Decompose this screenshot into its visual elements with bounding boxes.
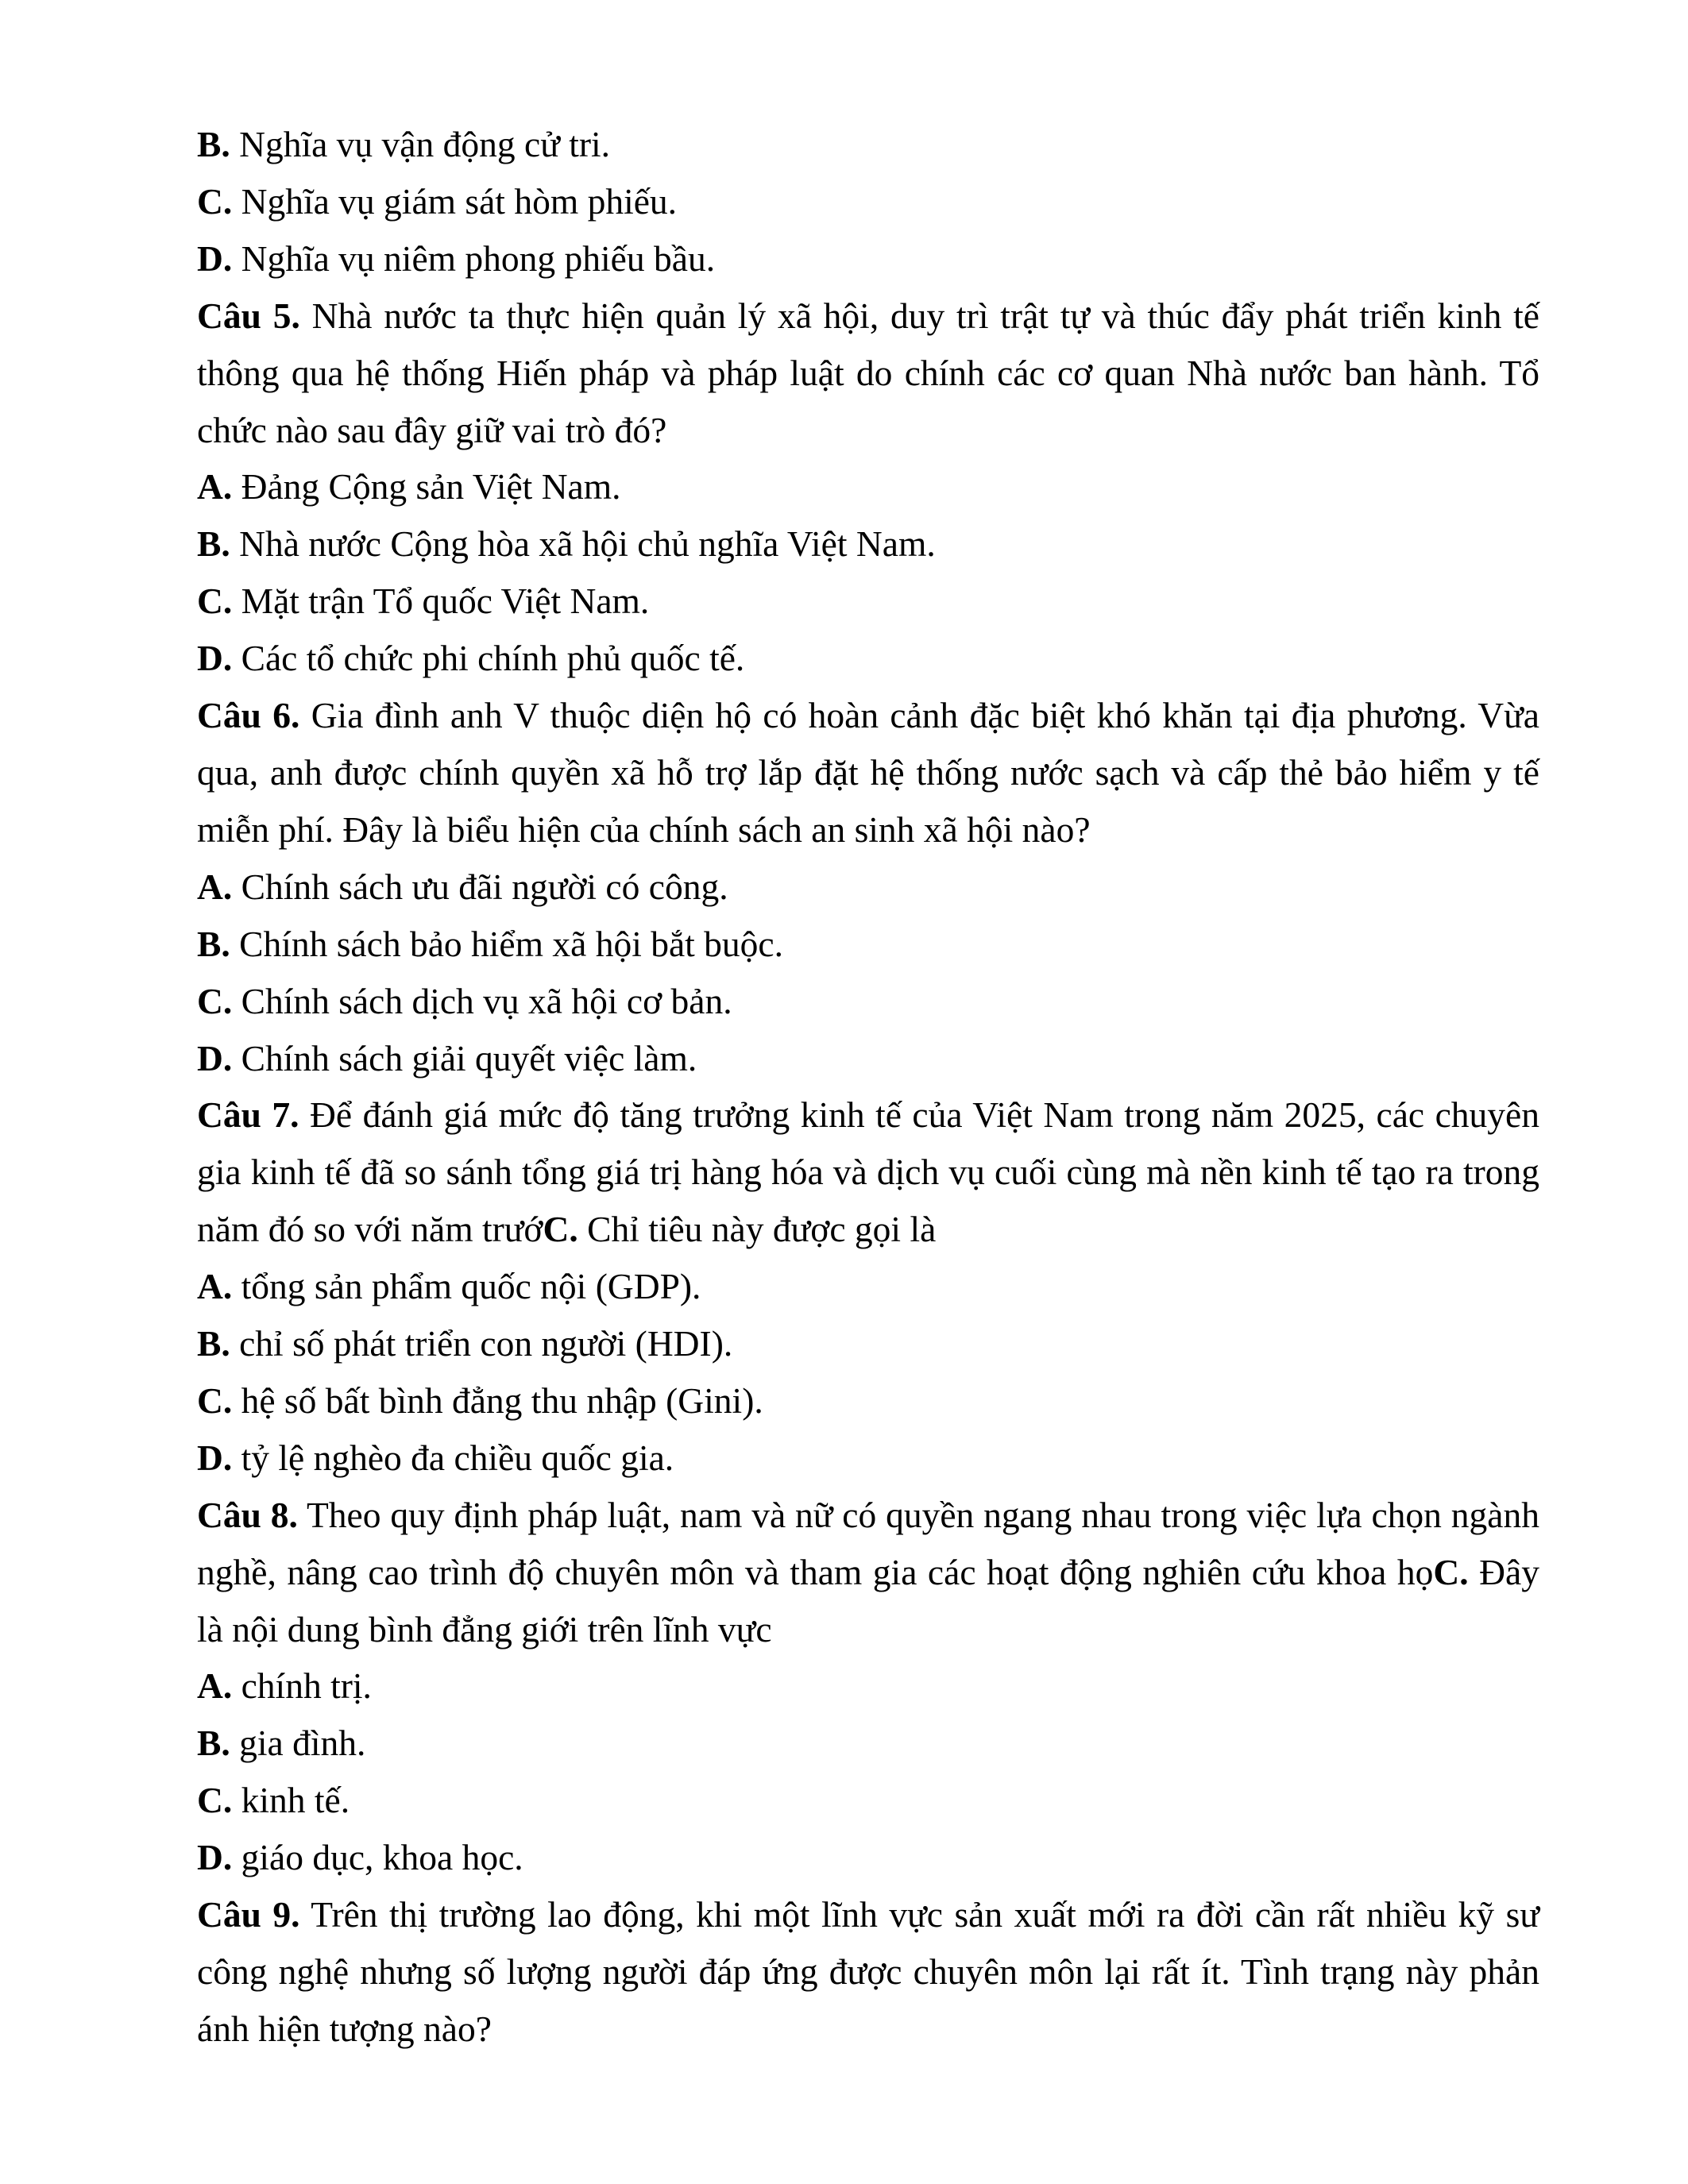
- question-stem: [197, 1487, 1539, 1658]
- bold-label: Câu 7.: [197, 1094, 299, 1136]
- text: chỉ số phát triển con người (HDI).: [230, 1323, 733, 1364]
- answer-option: [197, 1372, 1539, 1430]
- text: Chính sách ưu đãi người có công.: [232, 866, 728, 907]
- bold-label: D.: [197, 237, 233, 279]
- answer-option: [197, 1772, 1539, 1829]
- text: gia đình.: [230, 1723, 366, 1764]
- text: Chính sách dịch vụ xã hội cơ bản.: [232, 980, 732, 1021]
- question-stem: [197, 1086, 1539, 1258]
- bold-label: D.: [197, 1037, 233, 1078]
- bold-label: C.: [197, 980, 233, 1021]
- bold-label: C.: [543, 1209, 578, 1250]
- answer-option: [197, 173, 1539, 230]
- text: Gia đình anh V thuộc diện hộ có hoàn cảnh đặc biệt khó khăn tại địa phương. Vừa qua, anh được chính quyền xã hỗ trợ lắp đặt hệ thống nước sạch và cấp thẻ bảo hiểm y tế miễn phí. Đây là biểu hiện của chính sách an sinh xã hội nào?: [197, 695, 1539, 850]
- bold-label: Câu 8.: [197, 1494, 298, 1535]
- bold-label: B.: [197, 1723, 230, 1764]
- answer-option: [197, 1315, 1539, 1372]
- bold-label: A.: [197, 466, 233, 507]
- answer-option: [197, 515, 1539, 573]
- text: Nghĩa vụ niêm phong phiếu bầu.: [232, 237, 716, 279]
- text: Chính sách giải quyết việc làm.: [232, 1037, 697, 1078]
- bold-label: Câu 9.: [197, 1894, 300, 1935]
- bold-label: C.: [197, 180, 233, 222]
- text: Nhà nước ta thực hiện quản lý xã hội, duy trì trật tự và thúc đẩy phát triển kinh tế thông qua hệ thống Hiến pháp và pháp luật do chính các cơ quan Nhà nước ban hành. Tổ chức nào sau đây giữ vai trò đó?: [197, 295, 1539, 450]
- answer-option: [197, 573, 1539, 630]
- bold-label: D.: [197, 1837, 233, 1878]
- answer-option: [197, 630, 1539, 687]
- text: Nghĩa vụ giám sát hòm phiếu.: [232, 180, 678, 222]
- text: tổng sản phẩm quốc nội (GDP).: [232, 1266, 701, 1307]
- text: Mặt trận Tổ quốc Việt Nam.: [232, 581, 650, 622]
- answer-option: [197, 1030, 1539, 1087]
- answer-option: [197, 916, 1539, 973]
- question-stem: [197, 687, 1539, 859]
- bold-label: A.: [197, 1665, 233, 1707]
- bold-label: D.: [197, 638, 233, 679]
- text: kinh tế.: [232, 1780, 350, 1821]
- bold-label: C.: [1433, 1551, 1469, 1592]
- text: Đây là nội dung bình đẳng giới trên lĩnh vực: [197, 1551, 1539, 1650]
- bold-label: A.: [197, 866, 233, 907]
- bold-label: A.: [197, 1266, 233, 1307]
- answer-option: [197, 1829, 1539, 1886]
- text: Đảng Cộng sản Việt Nam.: [232, 466, 621, 507]
- text: Trên thị trường lao động, khi một lĩnh vực sản xuất mới ra đời cần rất nhiều kỹ sư công nghệ nhưng số lượng người đáp ứng được chuyên môn lại rất ít. Tình trạng này phản ánh hiện tượng nào?: [197, 1894, 1539, 2049]
- bold-label: B.: [197, 523, 230, 565]
- answer-option: [197, 1715, 1539, 1772]
- answer-option: [197, 1657, 1539, 1715]
- bold-label: C.: [197, 581, 233, 622]
- bold-label: B.: [197, 124, 230, 164]
- bold-label: Câu 6.: [197, 695, 300, 736]
- document-page: [197, 116, 1539, 2058]
- text: Nghĩa vụ vận động cử tri.: [230, 124, 611, 164]
- answer-option: [197, 230, 1539, 287]
- question-stem: [197, 287, 1539, 459]
- bold-label: B.: [197, 923, 230, 964]
- answer-option: [197, 116, 1539, 173]
- bold-label: D.: [197, 1437, 233, 1478]
- bold-label: B.: [197, 1323, 230, 1364]
- question-stem: [197, 1886, 1539, 2058]
- text: giáo dục, khoa học.: [232, 1837, 523, 1878]
- answer-option: [197, 973, 1539, 1030]
- text: tỷ lệ nghèo đa chiều quốc gia.: [232, 1437, 674, 1478]
- bold-label: C.: [197, 1780, 233, 1821]
- answer-option: [197, 1258, 1539, 1315]
- answer-option: [197, 859, 1539, 916]
- bold-label: C.: [197, 1379, 233, 1421]
- answer-option: [197, 1430, 1539, 1487]
- text: chính trị.: [232, 1665, 372, 1707]
- text: Để đánh giá mức độ tăng trưởng kinh tế của Việt Nam trong năm 2025, các chuyên gia kinh tế đã so sánh tổng giá trị hàng hóa và dịch vụ cuối cùng mà nền kinh tế tạo ra trong năm đó so với năm trướ: [197, 1094, 1539, 1250]
- bold-label: Câu 5.: [197, 295, 300, 336]
- text: Chính sách bảo hiểm xã hội bắt buộc.: [230, 923, 783, 964]
- answer-option: [197, 458, 1539, 515]
- text: Chỉ tiêu này được gọi là: [577, 1209, 937, 1250]
- text: Nhà nước Cộng hòa xã hội chủ nghĩa Việt Nam.: [230, 523, 936, 565]
- text: Các tổ chức phi chính phủ quốc tế.: [232, 638, 745, 679]
- text: hệ số bất bình đẳng thu nhập (Gini).: [232, 1379, 763, 1421]
- text: Theo quy định pháp luật, nam và nữ có quyền ngang nhau trong việc lựa chọn ngành nghề, nâng cao trình độ chuyên môn và tham gia các hoạt động nghiên cứu khoa họ: [197, 1494, 1539, 1592]
